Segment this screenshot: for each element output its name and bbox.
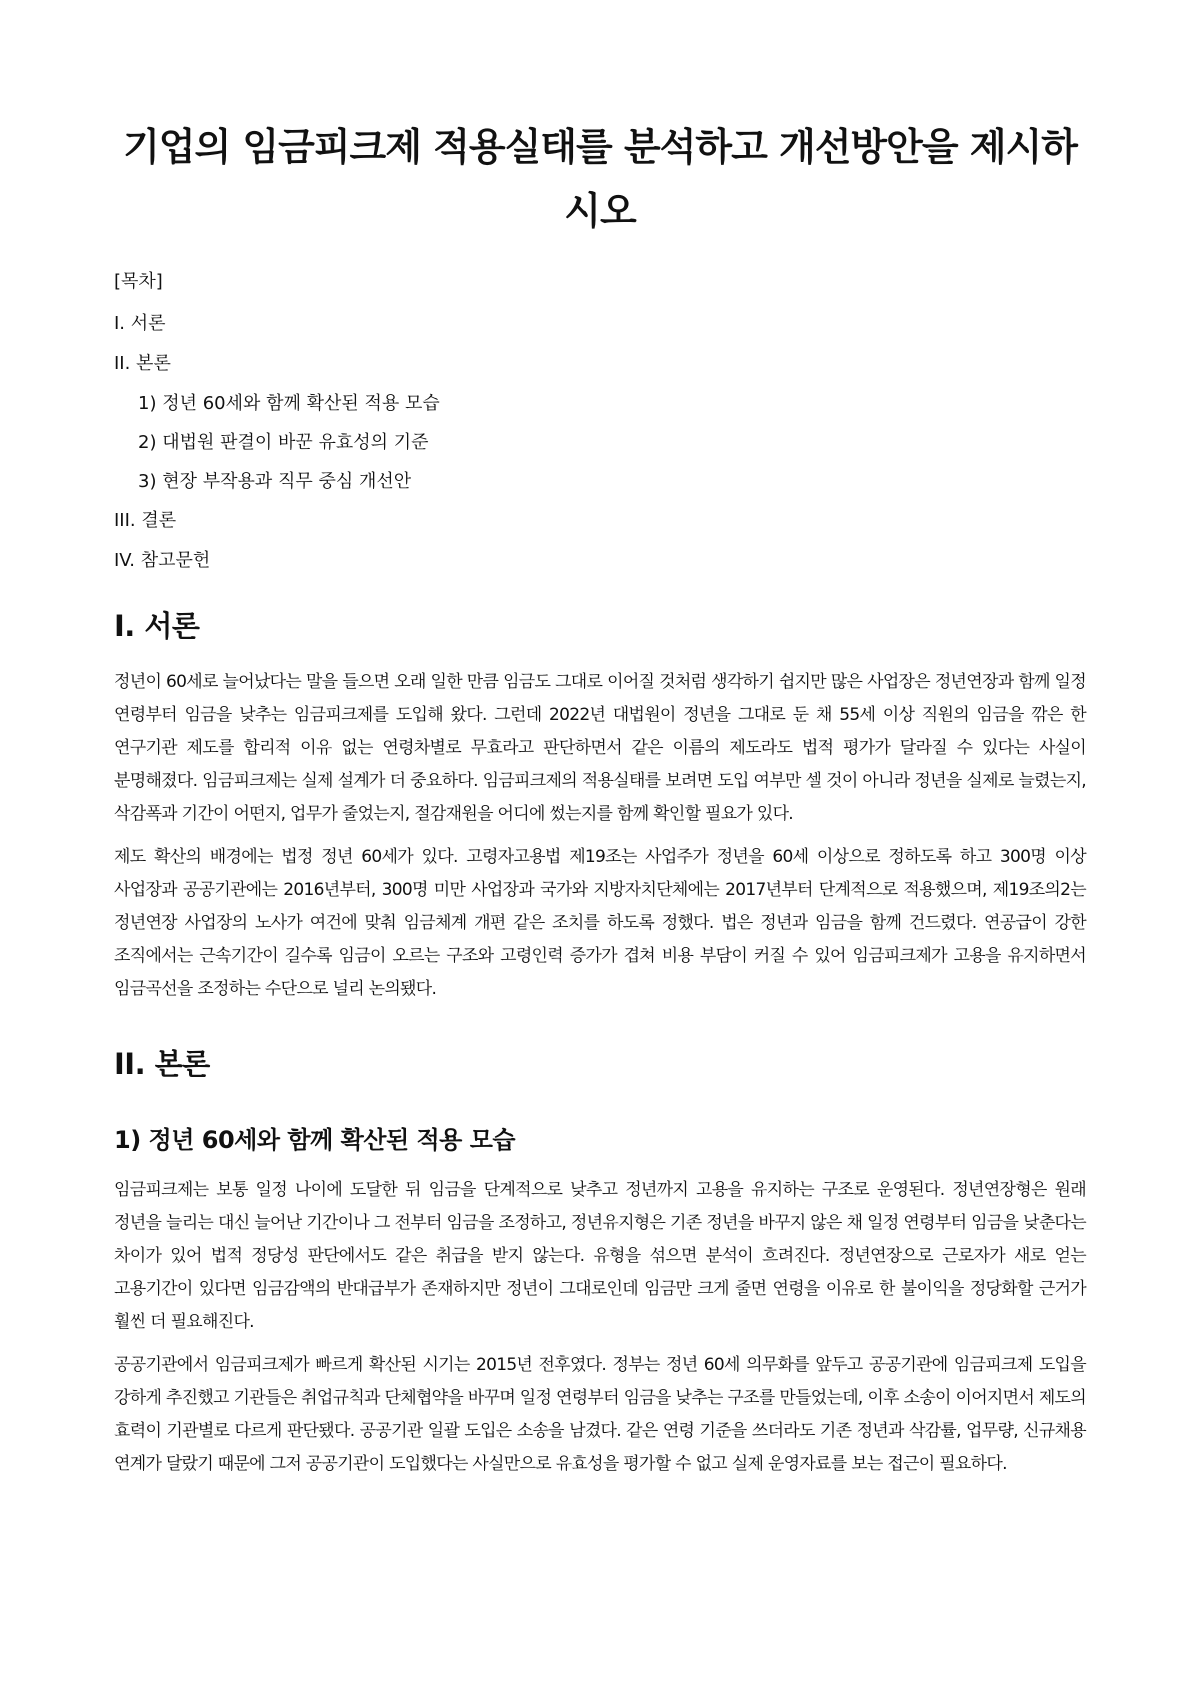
body-paragraph: 정년이 60세로 늘어났다는 말을 들으면 오래 일한 만큼 임금도 그대로 이어질 것처럼 생각하기 쉽지만 많은 사업장은 정년연장과 함께 일정 연령부터 임금을 낮추는 임금피크제를 도입해 왔다. 그런데 2022년 대법원이 정년을 그대로 둔 채 55세 이상 직원의 임금을 깎은 한 연구기관 제도를 합리적 이유 없는 연령차별로 무효라고 판단하면서 같은 이름의 제도라도 법적 평가가 달라질 수 있다는 사실이 분명해졌다. 임금피크제는 실제 설계가 더 중요하다. 임금피크제의 적용실태를 보려면 도입 여부만 셀 것이 아니라 정년을 실제로 늘렸는지, 삭감폭과 기간이 어떤지, 업무가 줄었는지, 절감재원을 어디에 썼는지를 함께 확인할 필요가 있다. (114, 672, 1086, 824)
body-paragraph: 제도 확산의 배경에는 법정 정년 60세가 있다. 고령자고용법 제19조는 사업주가 정년을 60세 이상으로 정하도록 하고 300명 이상 사업장과 공공기관에는 2016년부터, 300명 미만 사업장과 국가와 지방자치단체에는 2017년부터 단계적으로 적용했으며, 제19조의2는 정년연장 사업장의 노사가 여건에 맞춰 임금체계 개편 같은 조치를 하도록 정했다. 법은 정년과 임금을 함께 건드렸다. 연공급이 강한 조직에서는 근속기간이 길수록 임금이 오르는 구조와 고령인력 증가가 겹쳐 비용 부담이 커질 수 있어 임금피크제가 고용을 유지하면서 임금곡선을 조정하는 수단으로 널리 논의됐다. (114, 847, 1086, 999)
section-introduction (114, 608, 1086, 1006)
section-main-body (114, 1046, 1086, 1481)
body-paragraph: 공공기관에서 임금피크제가 빠르게 확산된 시기는 2015년 전후였다. 정부는 정년 60세 의무화를 앞두고 공공기관에 임금피크제 도입을 강하게 추진했고 기관들은 취업규칙과 단체협약을 바꾸며 일정 연령부터 임금을 낮추는 구조를 만들었는데, 이후 소송이 이어지면서 제도의 효력이 기관별로 다르게 판단됐다. 공공기관 일괄 도입은 소송을 남겼다. 같은 연령 기준을 쓰더라도 기존 정년과 삭감률, 업무량, 신규채용 연계가 달랐기 때문에 그저 공공기관이 도입했다는 사실만으로 유효성을 평가할 수 없고 실제 운영자료를 보는 접근이 필요하다. (114, 1355, 1086, 1474)
toc-subitem: 1) 정년 60세와 함께 확산된 적용 모습 (138, 393, 440, 414)
document-title: 기업의 임금피크제 적용실태를 분석하고 개선방안을 제시하시오 (123, 125, 1077, 233)
subsection-application (114, 1124, 1086, 1481)
subsection-heading: 1) 정년 60세와 함께 확산된 적용 모습 (114, 1126, 516, 1154)
toc-item: II. 본론 (114, 353, 171, 374)
toc-item: I. 서론 (114, 313, 166, 334)
toc-item: III. 결론 (114, 510, 177, 531)
toc-subitem: 2) 대법원 판결이 바꾼 유효성의 기준 (138, 432, 429, 453)
section-heading: I. 서론 (114, 609, 200, 643)
toc-item: IV. 참고문헌 (114, 550, 211, 571)
section-heading: II. 본론 (114, 1047, 210, 1081)
toc-heading: [목차] (114, 271, 163, 292)
table-of-contents (114, 269, 1086, 574)
toc-subitem: 3) 현장 부작용과 직무 중심 개선안 (138, 471, 412, 492)
body-paragraph: 임금피크제는 보통 일정 나이에 도달한 뒤 임금을 단계적으로 낮추고 정년까지 고용을 유지하는 구조로 운영된다. 정년연장형은 원래 정년을 늘리는 대신 늘어난 기간이나 그 전부터 임금을 조정하고, 정년유지형은 기존 정년을 바꾸지 않은 채 일정 연령부터 임금을 낮춘다는 차이가 있어 법적 정당성 판단에서도 같은 취급을 받지 않는다. 유형을 섞으면 분석이 흐려진다. 정년연장으로 근로자가 새로 얻는 고용기간이 있다면 임금감액의 반대급부가 존재하지만 정년이 그대로인데 임금만 크게 줄면 연령을 이유로 한 불이익을 정당화할 근거가 훨씬 더 필요해진다. (114, 1180, 1086, 1332)
